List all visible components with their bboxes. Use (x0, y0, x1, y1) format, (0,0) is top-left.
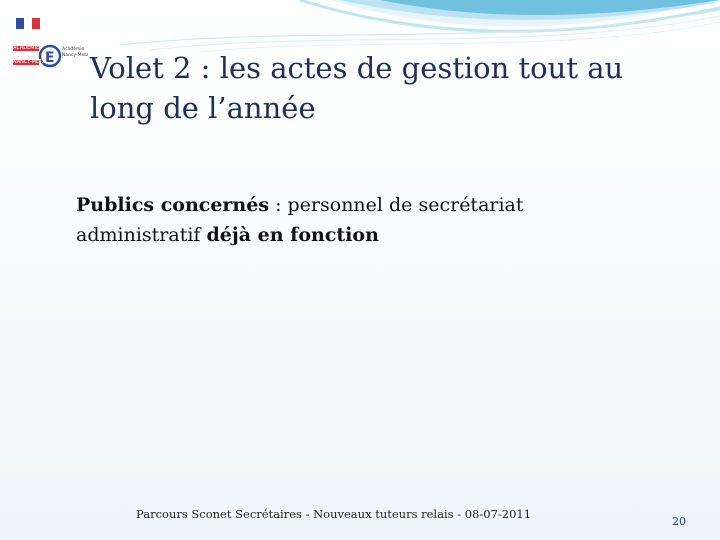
svg-text:Académie: Académie (62, 47, 85, 52)
slide-footer: Parcours Sconet Secrétaires - Nouveaux tuteurs relais - 08-07-2011 (136, 507, 532, 521)
deja-en-fonction-text: déjà en fonction (206, 224, 379, 246)
title-line-2: long de l’année (90, 91, 316, 125)
title-line-1: Volet 2 : les actes de gestion tout au (90, 51, 624, 85)
publics-concernes-paragraph (76, 190, 636, 250)
publics-label: Publics concernés (76, 194, 270, 216)
publics-description: : personnel de secrétariat (269, 194, 524, 216)
svg-text:Nancy-Metz: Nancy-Metz (62, 53, 88, 58)
svg-text:ACADÉMIE: ACADÉMIE (13, 45, 40, 51)
svg-text:NANCY-METZ: NANCY-METZ (13, 59, 46, 65)
slide-title (90, 48, 710, 128)
page-number: 20 (672, 515, 686, 528)
publics-description-continued: administratif (76, 224, 207, 246)
academie-logo (10, 16, 88, 78)
svg-text:E: E (45, 50, 55, 66)
